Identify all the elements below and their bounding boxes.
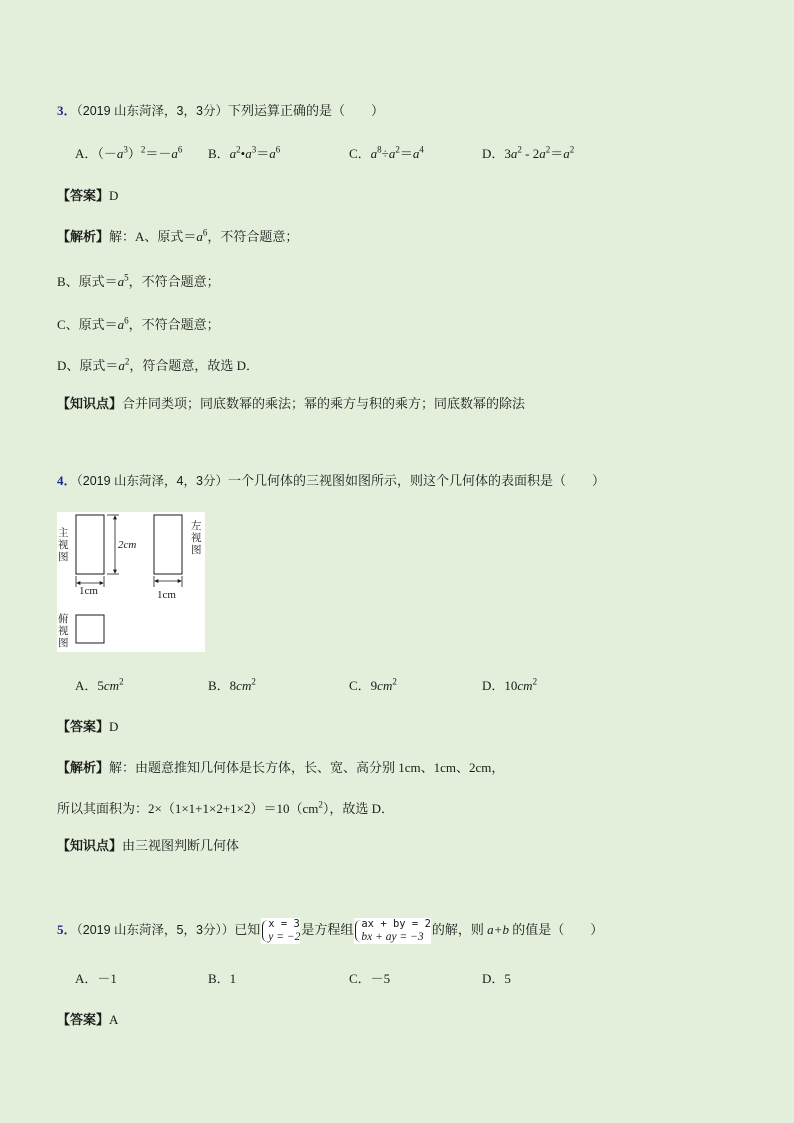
q3-analysis-line-1: 【解析】解：A、原式$=a^6$，不符合题意；: [57, 227, 299, 244]
left-view-rect: [154, 515, 182, 574]
q3-option-b: B．$a^2•a^3=a^6$: [208, 144, 281, 161]
three-view-figure: [57, 512, 205, 652]
q4-stem: 4．（2019 山东菏泽，4，3分）一个几何体的三视图如图所示，则这个几何体的表面积是（ ）: [57, 473, 605, 488]
q4-knowledge: 【知识点】由三视图判断几何体: [57, 838, 240, 853]
q4-answer: 【答案】D: [57, 719, 119, 734]
q3-answer: 【答案】D: [57, 188, 119, 203]
q4-question: 一个几何体的三视图如图所示，则这个几何体的表面积是（ ）: [227, 473, 605, 488]
front-view-label-1: 主: [58, 527, 69, 539]
front-view-label-3: 图: [58, 551, 69, 563]
q5-option-a: A．－1: [75, 971, 117, 986]
q4-option-b: B．$8cm^2$: [208, 676, 256, 693]
q5-option-b: B．1: [208, 971, 237, 986]
top-view-label-2: 视: [58, 625, 69, 637]
left-view-label-1: 左: [191, 520, 202, 532]
q5-number: 5: [57, 922, 64, 937]
q3-source: （2019 山东菏泽，3，3分）: [76, 104, 228, 118]
q3-option-c: C．$a^8\div a^2=a^4$: [349, 144, 424, 161]
front-width-label: 1cm: [79, 585, 98, 597]
left-view-label-2: 视: [191, 532, 202, 544]
q5-option-d: D．5: [482, 971, 511, 986]
q3-analysis-line-2: B、原式$=a^5$，不符合题意；: [57, 272, 220, 289]
left-width-label: 1cm: [157, 589, 176, 601]
q4-number: 4: [57, 473, 64, 488]
q4-analysis-line-1: 【解析】解：由题意推知几何体是长方体，长、宽、高分别 1cm、1cm、2cm，: [57, 760, 505, 775]
q3-stem: 3．（2019 山东菏泽，3，3分）下列运算正确的是（ ）: [57, 103, 384, 118]
q5-answer: 【答案】A: [57, 1012, 119, 1027]
top-view-rect: [76, 615, 104, 643]
q4-analysis-line-2: 所以其面积为：$2\times(1\times 1+1\times 2+1\times 2)=10(cm^2)$，故选 D．: [57, 799, 395, 816]
q3-option-a: A．$(-a^3)^2=-a^6$: [75, 144, 183, 161]
q5-stem: 5．（2019 山东菏泽，5，3分））已知 x = 3 y = −2 是方程组 ax + by = 2 bx + ay = −3 的解，则 a+b 的值是（ ）: [57, 918, 604, 944]
three-view-drawing: [57, 512, 205, 652]
q4-option-a: A．$5cm^2$: [75, 676, 124, 693]
q5-source: （2019 山东菏泽，5，3分））: [76, 923, 235, 937]
q4-option-c: C．$9cm^2$: [349, 676, 397, 693]
q5-option-c: C．－5: [349, 971, 391, 986]
q4-source: （2019 山东菏泽，4，3分）: [76, 474, 228, 488]
q3-question: 下列运算正确的是（ ）: [227, 103, 384, 118]
height-label: 2cm: [118, 539, 137, 551]
front-view-label-2: 视: [58, 539, 69, 551]
top-view-label-1: 俯: [58, 613, 69, 625]
top-view-label-3: 图: [58, 637, 69, 649]
left-view-label-3: 图: [191, 544, 202, 556]
q3-analysis-line-4: D、原式$=a^2$，符合题意，故选 D．: [57, 356, 260, 373]
q4-option-d: D．$10cm^2$: [482, 676, 538, 693]
solution-system: x = 3 y = −2: [261, 918, 300, 944]
front-view-rect: [76, 515, 104, 574]
q3-option-d: D．$3a^2 - 2a^2=a^2$: [482, 144, 575, 161]
equation-system: ax + by = 2 bx + ay = −3: [354, 918, 431, 944]
q3-analysis-line-3: C、原式$=a^6$，不符合题意；: [57, 315, 220, 332]
q3-knowledge: 【知识点】合并同类项；同底数幂的乘法；幂的乘方与积的乘方；同底数幂的除法: [57, 396, 526, 411]
q3-number: 3: [57, 103, 64, 118]
